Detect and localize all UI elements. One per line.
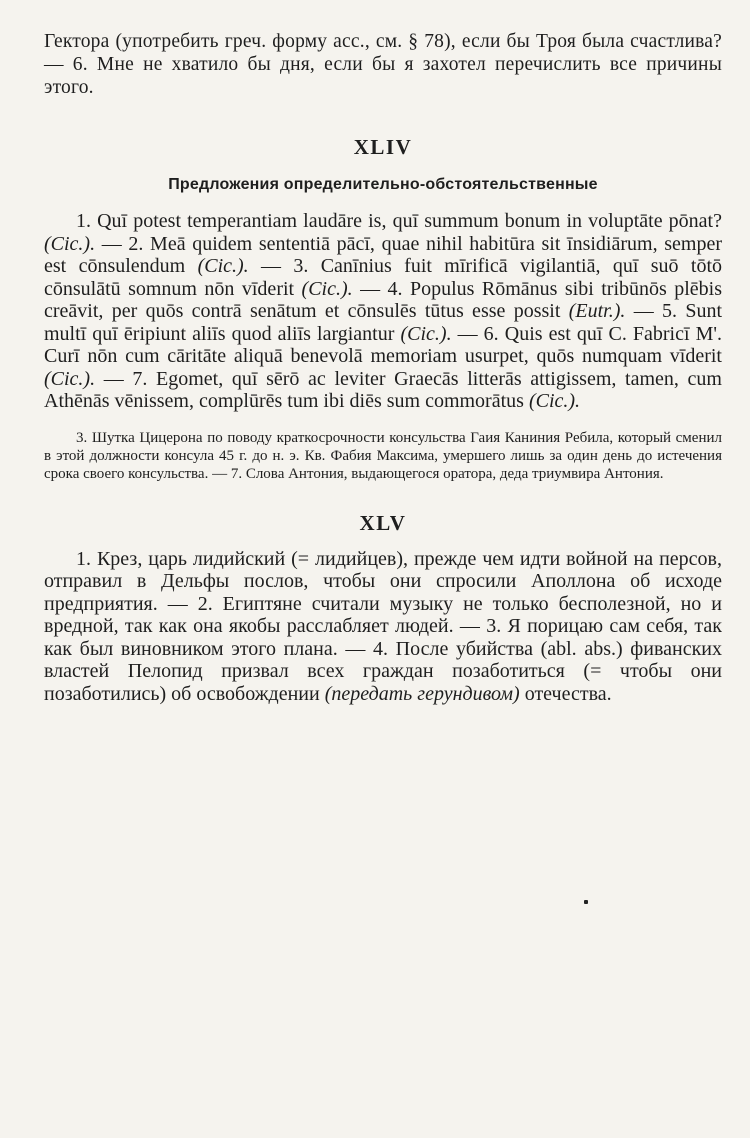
footnote-paragraph: 3. Шутка Цицерона по поводу краткосрочности консульства Гаия Каниния Ребила, который сменил в этой должности консула 45 г. до н. э. Кв. Фабия Максима, умершего лишь за один день до истечения срока своего консульства. — 7. Слова Антония, выдающегося оратора, деда триумвира Антония. <box>44 429 722 482</box>
citation-text: (передать герундивом) <box>324 682 520 705</box>
section-number-44: XLIV <box>353 135 413 159</box>
sentence-text: — 7. Egomet, quī sērō ac leviter Graecās litterās attigissem, tamen, cum Athēnās vēnissem, complūrēs tum ibi diēs sum commorātus <box>44 367 722 412</box>
sentence-text: — 6. Quis est quī C. Fabricī M'. Curī nōn cum cāritāte aliquā benevolā memoriam usurpet, quōs numquam vīderit <box>44 322 722 367</box>
russian-sentences-paragraph <box>44 548 722 706</box>
sentence-text: 1. Quī potest temperantiam laudāre is, quī summum bonum in voluptāte pōnat? <box>76 210 722 232</box>
latin-sentences-paragraph <box>44 210 722 413</box>
citation-text: (Cic.). <box>528 390 581 412</box>
sentence-text: 1. Крез, царь лидийский (= лидийцев), прежде чем идти войной на персов, отправил в Дельфы послов, чтобы они спросили Аполлона об исходе предприятия. — 2. Египтяне считали музыку не только бесполезной, но и вредной, так как она якобы расслабляет людей. — 3. Я порицаю сам себя, так как был виновником этого плана. — 4. После убийства (abl. abs.) фиванских властей Пелопид призвал всех граждан позаботиться (= чтобы они позаботились) об освобождении <box>44 547 722 705</box>
print-speck <box>584 900 588 904</box>
sentence-text: отечества. <box>519 682 612 705</box>
citation-text: (Cic.). <box>44 367 96 390</box>
sentence-text: — 2. Meā quidem sententiā pācī, quae nihil habitūra sit īnsidiārum, semper est cōnsulendum <box>44 232 722 277</box>
citation-text: (Cic.). <box>400 322 452 345</box>
citation-text: (Cic.). <box>301 277 353 300</box>
section-number-45: XLV <box>359 510 407 535</box>
sentence-text: — 3. Canīnius fuit mīrificā vigilantiā, quī suō tōtō cōnsulātū somnum nōn vīderit <box>44 255 722 300</box>
citation-text: (Cic.). <box>197 255 249 277</box>
section-title-44: Предложения определительно-обстоятельственные <box>168 176 598 193</box>
citation-text: (Cic.). <box>44 232 96 255</box>
sentence-text: — 4. Populus Rōmānus sibi tribūnōs plēbis creāvit, per quōs contrā senātum et cōnsulēs tūtus esse possit <box>44 277 722 322</box>
sentence-text: — 5. Sunt multī quī ēripiunt aliīs quod aliīs largiantur <box>44 300 722 345</box>
intro-paragraph: Гектора (употребить греч. форму acc., см. § 78), если бы Троя была счастлива? — 6. Мне не хватило бы дня, если бы я захотел перечислить все причины этого. <box>44 31 722 98</box>
book-page <box>44 30 722 705</box>
citation-text: (Eutr.). <box>568 300 626 322</box>
